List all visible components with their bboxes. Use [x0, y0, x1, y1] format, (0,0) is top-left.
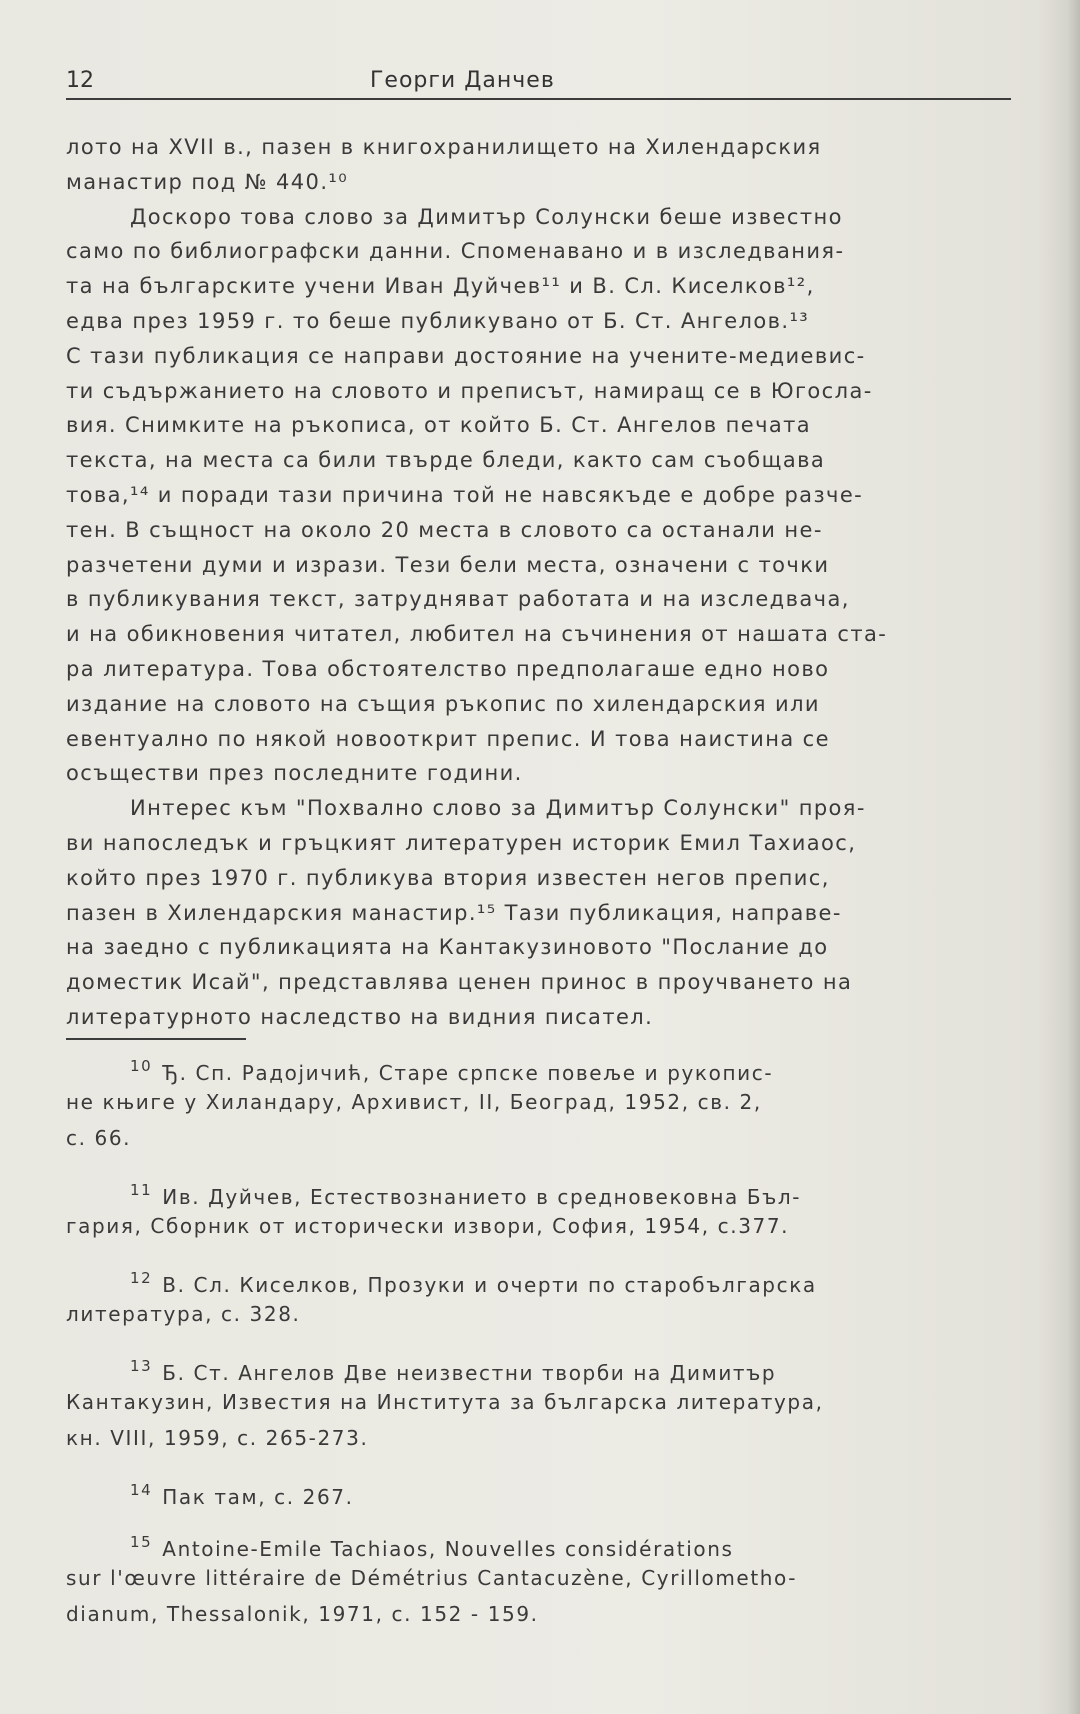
text-line: и на обикновения читател, любител на съчинения от нашата ста- — [66, 622, 888, 647]
text-line: Интерес към "Похвално слово за Димитър Солунски" проя- — [130, 796, 866, 821]
footnote-13 — [66, 1348, 1046, 1456]
footnote-10 — [66, 1048, 1046, 1156]
page-edge — [1066, 0, 1080, 1714]
footnote-number: 11 — [130, 1181, 153, 1199]
text-line: евентуално по някой новооткрит препис. И това наистина се — [66, 726, 830, 751]
text-line: ра литература. Това обстоятелство предполагаше едно ново — [66, 656, 830, 681]
text-line: на заедно с публикацията на Кантакузиновото "Послание до — [66, 935, 829, 960]
footnote-number: 12 — [130, 1269, 153, 1287]
main-text — [66, 130, 1046, 1035]
footnote-14 — [66, 1472, 1046, 1508]
footnote-separator — [66, 1038, 246, 1040]
footnote-text: sur l'œuvre littéraire de Démétrius Cantacuzène, Cyrillometho- — [66, 1566, 798, 1590]
text-line: пазен в Хилендарския манастир.¹⁵ Тази публикация, направе- — [66, 900, 842, 925]
text-line: само по библиографски данни. Споменавано и в изследвания- — [66, 239, 845, 264]
footnote-text: литература, с. 328. — [66, 1302, 301, 1326]
text-line: който през 1970 г. публикува втория известен негов препис, — [66, 865, 830, 890]
footnote-12 — [66, 1260, 1046, 1332]
footnote-number: 15 — [130, 1533, 153, 1551]
footnote-text: Кантакузин, Известия на Института за българска литература, — [66, 1390, 824, 1414]
footnote-text: Б. Ст. Ангелов Две неизвестни творби на Димитър — [162, 1361, 777, 1385]
text-line: това,¹⁴ и поради тази причина той не навсякъде е добре разче- — [66, 482, 864, 507]
footnote-11 — [66, 1172, 1046, 1244]
footnotes — [66, 1048, 1046, 1632]
footnote-15 — [66, 1524, 1046, 1632]
text-line: манастир под № 440.¹⁰ — [66, 169, 349, 194]
footnote-number: 10 — [130, 1057, 153, 1075]
text-line: ти съдържанието на словото и преписът, намиращ се в Югосла- — [66, 378, 873, 403]
footnote-number: 13 — [130, 1357, 153, 1375]
running-header — [66, 66, 1011, 100]
footnote-text: гария, Сборник от исторически извори, София, 1954, с.377. — [66, 1214, 790, 1238]
text-line: Доскоро това слово за Димитър Солунски беше известно — [130, 204, 843, 229]
footnote-text: Ђ. Сп. Радојичић, Старе српске повеље и рукопис- — [162, 1061, 774, 1085]
text-line: издание на словото на същия ръкопис по хилендарския или — [66, 691, 820, 716]
text-line: тен. В същност на около 20 места в словото са останали не- — [66, 517, 823, 542]
text-line: ви напоследък и гръцкият литературен историк Емил Тахиаос, — [66, 830, 857, 855]
text-line: разчетени думи и изрази. Тези бели места, означени с точки — [66, 552, 830, 577]
text-line: литературното наследство на видния писател. — [66, 1004, 654, 1029]
footnote-text: Ив. Дуйчев, Естествознанието в средновековна Бъл- — [162, 1185, 802, 1209]
text-line: та на българските учени Иван Дуйчев¹¹ и В. Сл. Киселков¹², — [66, 274, 815, 299]
text-line: осъществи през последните години. — [66, 761, 523, 786]
text-line: С тази публикация се направи достояние на учените-медиевис- — [66, 343, 866, 368]
running-title: Георги Данчев — [370, 68, 555, 93]
footnote-text: с. 66. — [66, 1126, 132, 1150]
text-line: доместик Исай", представлява ценен принос в проучването на — [66, 970, 853, 995]
footnote-number: 14 — [130, 1481, 153, 1499]
text-line: в публикувания текст, затрудняват работата и на изследвача, — [66, 587, 850, 612]
text-line: вия. Снимките на ръкописа, от който Б. Ст. Ангелов печата — [66, 413, 812, 438]
footnote-text: кн. VIII, 1959, с. 265-273. — [66, 1426, 369, 1450]
text-line: едва през 1959 г. то беше публикувано от Б. Ст. Ангелов.¹³ — [66, 308, 810, 333]
page-number: 12 — [66, 68, 94, 93]
footnote-text: Пак там, с. 267. — [162, 1485, 354, 1509]
text-line: лото на XVII в., пазен в книгохранилището на Хилендарския — [66, 135, 822, 159]
footnote-text: dianum, Thessalonik, 1971, с. 152 - 159. — [66, 1602, 539, 1626]
footnote-text: В. Сл. Киселков, Прозуки и очерти по старобългарска — [162, 1273, 817, 1297]
text-line: текста, на места са били твърде бледи, както сам съобщава — [66, 448, 826, 473]
footnote-text: Antoine-Emile Tachiaos, Nouvelles considérations — [162, 1537, 734, 1561]
footnote-text: не књиге у Хиландару, Архивист, II, Београд, 1952, св. 2, — [66, 1090, 762, 1114]
